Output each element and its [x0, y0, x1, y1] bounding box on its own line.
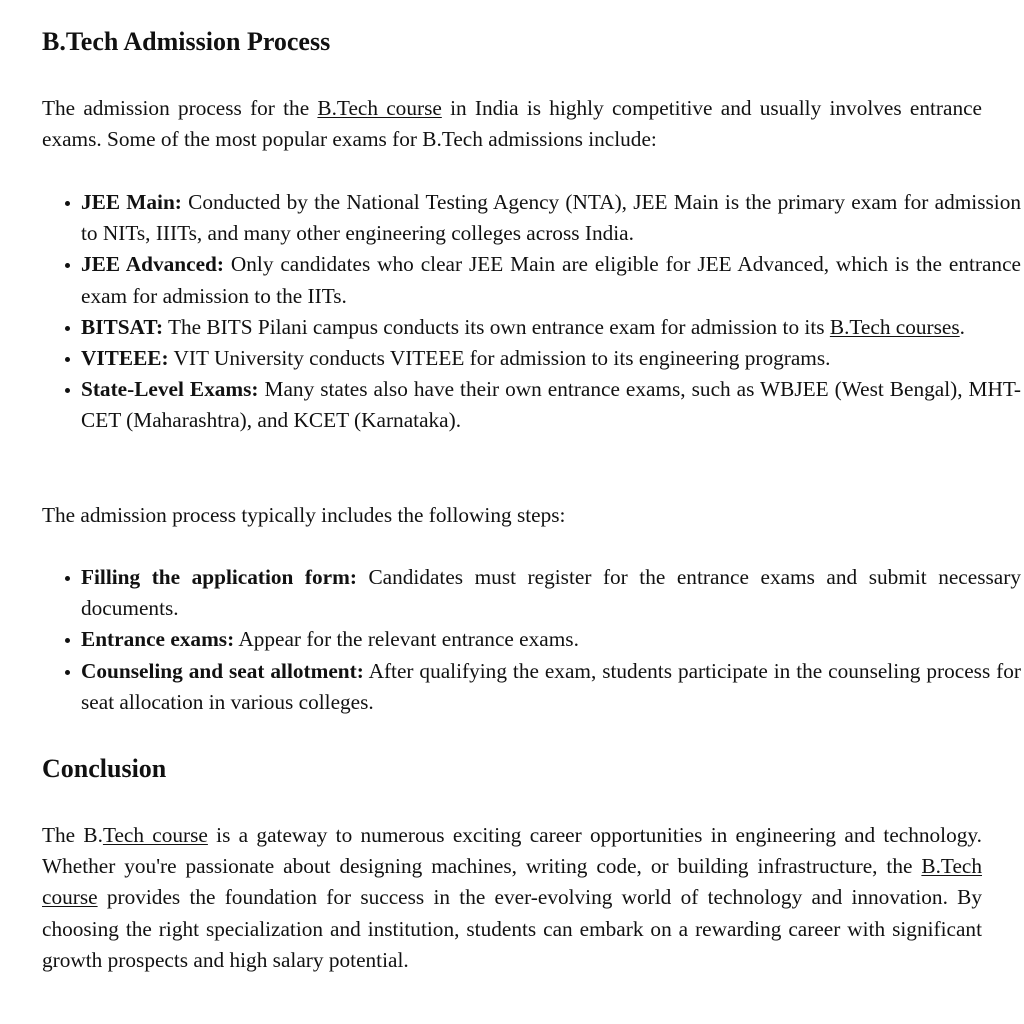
step-description: After qualifying the exam, students participate in the counseling process for seat allocation in various colleges. — [81, 658, 1021, 714]
conclusion-text-2: is a gateway to numerous exciting career opportunities in engineering and technology. Whether you're passionate about designing machines, writing code, or building infrastructure, the — [42, 823, 982, 879]
btech-courses-link[interactable]: B.Tech courses — [829, 314, 960, 339]
exam-label: JEE Main: — [81, 190, 182, 214]
section-heading-conclusion: Conclusion — [42, 754, 167, 783]
step-label: Filling the application form: — [81, 565, 357, 589]
exam-label: BITSAT: — [81, 314, 164, 339]
exam-label: State-Level Exams: — [81, 377, 259, 402]
exam-description: Only candidates who clear JEE Main are eligible for JEE Advanced, which is the entrance exam for admission to the IITs. — [81, 252, 1021, 308]
exam-label: JEE Advanced: — [81, 252, 224, 277]
list-item-counseling — [81, 656, 1021, 718]
intro-text-before-link: The admission process for the — [42, 96, 318, 120]
list-item-bitsat — [81, 312, 1021, 343]
list-item-viteee — [81, 343, 1021, 374]
exam-label: VITEEE: — [81, 346, 169, 371]
exam-description: VIT University conducts VITEEE for admission to its engineering programs. — [168, 346, 831, 371]
intro-paragraph — [42, 93, 982, 155]
steps-list — [42, 562, 1021, 718]
exam-description: Conducted by the National Testing Agency (NTA), JEE Main is the primary exam for admission to NITs, IIITs, and many other engineering colleges across India. — [81, 190, 1021, 246]
list-item-application-form — [81, 562, 1021, 624]
list-item-entrance-exams — [81, 624, 1021, 655]
list-item-jee-advanced — [81, 249, 1021, 311]
step-description: Candidates must register for the entrance exams and submit necessary documents. — [81, 565, 1021, 621]
conclusion-text-3: provides the foundation for success in the ever-evolving world of technology and innovation. By choosing the right specialization and institution, students can embark on a rewarding career with significant growth prospects and high salary potential. — [42, 885, 982, 972]
step-label: Counseling and seat allotment: — [81, 658, 364, 683]
step-description: Appear for the relevant entrance exams. — [234, 627, 579, 652]
btech-course-link-conclusion[interactable]: B.Tech course — [42, 854, 982, 910]
section-heading-admission: B.Tech Admission Process — [42, 27, 331, 56]
list-item-state-level-exams — [81, 374, 1021, 436]
list-item-jee-main — [81, 187, 1021, 249]
exam-description: The BITS Pilani campus conducts its own entrance exam for admission to its — [163, 314, 830, 339]
steps-intro-paragraph: The admission process typically includes the following steps: — [42, 503, 566, 527]
exam-description: Many states also have their own entrance exams, such as WBJEE (West Bengal), MHT-CET (Maharashtra), and KCET (Karnataka). — [81, 377, 1022, 433]
conclusion-text-1: The B. — [42, 823, 103, 847]
step-label: Entrance exams: — [81, 627, 235, 652]
tech-course-link[interactable]: Tech course — [102, 823, 208, 847]
btech-course-link[interactable]: B.Tech course — [317, 96, 442, 120]
conclusion-paragraph — [42, 820, 982, 976]
exam-description-end: . — [959, 314, 965, 339]
exams-list — [42, 187, 1021, 437]
intro-text-after-link: in India is highly competitive and usually involves entrance exams. Some of the most popular exams for B.Tech admissions include: — [42, 96, 983, 152]
